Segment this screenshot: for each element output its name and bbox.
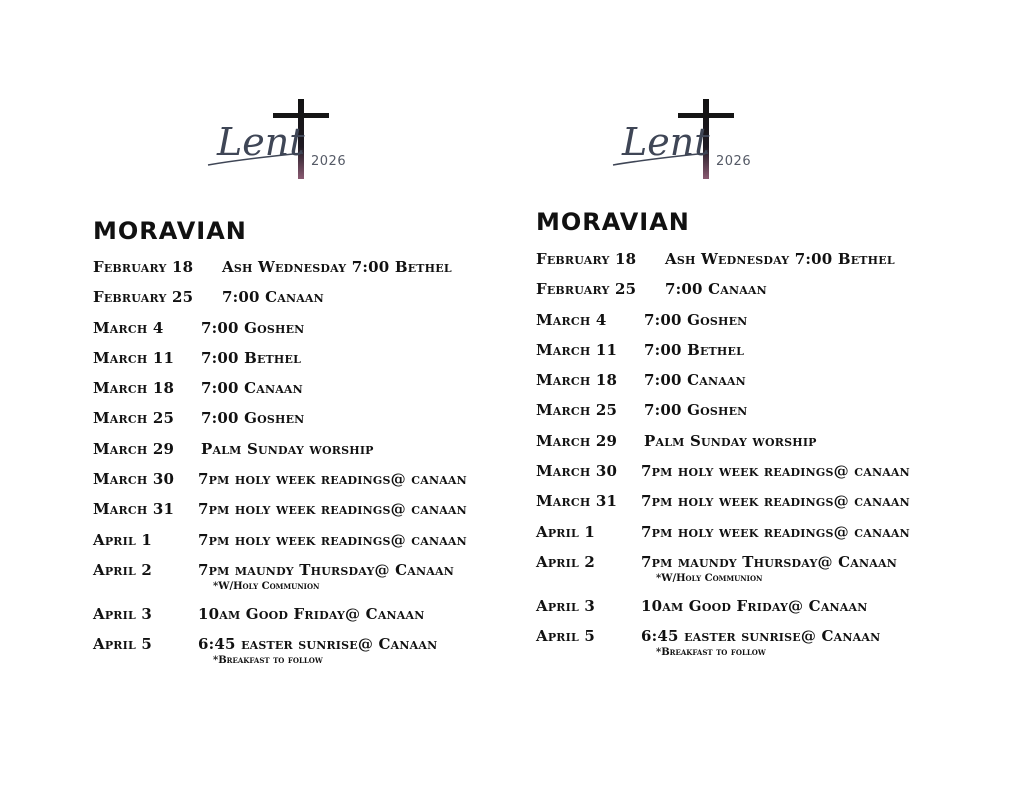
- cross-icon: [203, 97, 383, 187]
- schedule-event: 7:00 Goshen: [201, 318, 305, 337]
- schedule-event: 7:00 Goshen: [644, 310, 748, 329]
- schedule-date: April 2: [93, 560, 152, 579]
- schedule-row: [536, 371, 996, 401]
- schedule-row: [93, 288, 553, 318]
- lent-logo: [203, 97, 383, 187]
- schedule-row: [536, 553, 996, 597]
- schedule-event: 10am Good Friday@ Canaan: [641, 596, 868, 615]
- schedule-event: 7pm holy week readings@ canaan: [198, 470, 467, 489]
- schedule-date: April 2: [536, 552, 595, 571]
- schedule-date: March 31: [536, 492, 618, 511]
- schedule-row: [536, 597, 996, 627]
- schedule-date: March 18: [536, 371, 618, 390]
- schedule-date: March 30: [536, 462, 618, 481]
- schedule-event: 7:00 Canaan: [201, 379, 303, 398]
- flyer-left: [93, 0, 553, 791]
- schedule-row: [93, 349, 553, 379]
- schedule-list: [536, 250, 996, 671]
- schedule-date: February 18: [93, 258, 194, 276]
- schedule-event: 7:00 Canaan: [222, 288, 324, 307]
- schedule-date: March 30: [93, 470, 175, 489]
- schedule-row: [93, 605, 553, 635]
- schedule-row: [536, 462, 996, 492]
- schedule-event: 6:45 easter sunrise@ Canaan: [198, 635, 438, 654]
- schedule-row: [536, 311, 996, 341]
- schedule-event: 6:45 easter sunrise@ Canaan: [641, 627, 881, 646]
- schedule-row: [93, 258, 553, 288]
- schedule-date: April 5: [93, 635, 152, 654]
- schedule-note: *W/Holy Communion: [656, 572, 763, 584]
- schedule-row: [93, 531, 553, 561]
- schedule-row: [93, 379, 553, 409]
- schedule-row: [93, 470, 553, 500]
- logo-year: 2026: [716, 154, 752, 169]
- logo-year: 2026: [311, 154, 347, 169]
- schedule-date: March 29: [93, 439, 175, 458]
- schedule-event: 7pm maundy Thursday@ Canaan: [641, 552, 897, 571]
- schedule-row: [93, 635, 553, 679]
- schedule-date: March 25: [536, 401, 618, 420]
- schedule-row: [93, 409, 553, 439]
- schedule-row: [536, 250, 996, 280]
- flyer-right: [536, 0, 996, 791]
- schedule-event: Palm Sunday worship: [201, 439, 374, 458]
- schedule-date: March 18: [93, 379, 175, 398]
- schedule-row: [536, 627, 996, 671]
- schedule-event: 7:00 Goshen: [644, 401, 748, 420]
- schedule-row: [536, 492, 996, 522]
- schedule-date: March 11: [93, 348, 175, 367]
- schedule-date: March 29: [536, 431, 618, 450]
- schedule-row: [93, 500, 553, 530]
- cross-icon: [608, 97, 788, 187]
- logo-script: Lent: [217, 120, 305, 164]
- schedule-date: April 5: [536, 627, 595, 646]
- schedule-date: March 4: [93, 318, 164, 337]
- schedule-event: Ash Wednesday 7:00 Bethel: [665, 250, 895, 268]
- schedule-date: February 18: [536, 250, 637, 268]
- schedule-event: 7pm holy week readings@ canaan: [641, 522, 910, 541]
- schedule-row: [536, 401, 996, 431]
- schedule-event: 10am Good Friday@ Canaan: [198, 604, 425, 623]
- schedule-row: [536, 432, 996, 462]
- schedule-event: 7pm maundy Thursday@ Canaan: [198, 560, 454, 579]
- schedule-date: April 1: [93, 530, 152, 549]
- schedule-date: April 1: [536, 522, 595, 541]
- page-title: MORAVIAN: [536, 208, 690, 236]
- schedule-event: 7:00 Canaan: [644, 371, 746, 390]
- schedule-row: [93, 319, 553, 349]
- schedule-event: Ash Wednesday 7:00 Bethel: [222, 258, 452, 276]
- schedule-row: [536, 341, 996, 371]
- schedule-date: March 4: [536, 310, 607, 329]
- schedule-event: Palm Sunday worship: [644, 431, 817, 450]
- schedule-event: 7:00 Canaan: [665, 280, 767, 299]
- schedule-event: 7pm holy week readings@ canaan: [641, 462, 910, 481]
- schedule-list: [93, 258, 553, 679]
- schedule-event: 7:00 Goshen: [201, 409, 305, 428]
- schedule-date: March 11: [536, 340, 618, 359]
- schedule-event: 7pm holy week readings@ canaan: [198, 500, 467, 519]
- schedule-note: *Breakfast to follow: [213, 655, 323, 667]
- schedule-row: [536, 280, 996, 310]
- schedule-event: 7pm holy week readings@ canaan: [198, 530, 467, 549]
- schedule-row: [93, 561, 553, 605]
- schedule-event: 7pm holy week readings@ canaan: [641, 492, 910, 511]
- schedule-date: April 3: [93, 604, 152, 623]
- schedule-date: March 25: [93, 409, 175, 428]
- schedule-event: 7:00 Bethel: [644, 340, 745, 359]
- schedule-date: March 31: [93, 500, 175, 519]
- schedule-note: *Breakfast to follow: [656, 647, 766, 659]
- schedule-date: February 25: [93, 288, 194, 307]
- schedule-row: [93, 440, 553, 470]
- schedule-row: [536, 523, 996, 553]
- lent-logo: [608, 97, 788, 187]
- page-title: MORAVIAN: [93, 217, 247, 245]
- schedule-event: 7:00 Bethel: [201, 348, 302, 367]
- logo-script: Lent: [622, 120, 710, 164]
- schedule-date: April 3: [536, 596, 595, 615]
- schedule-note: *W/Holy Communion: [213, 580, 320, 592]
- schedule-date: February 25: [536, 280, 637, 299]
